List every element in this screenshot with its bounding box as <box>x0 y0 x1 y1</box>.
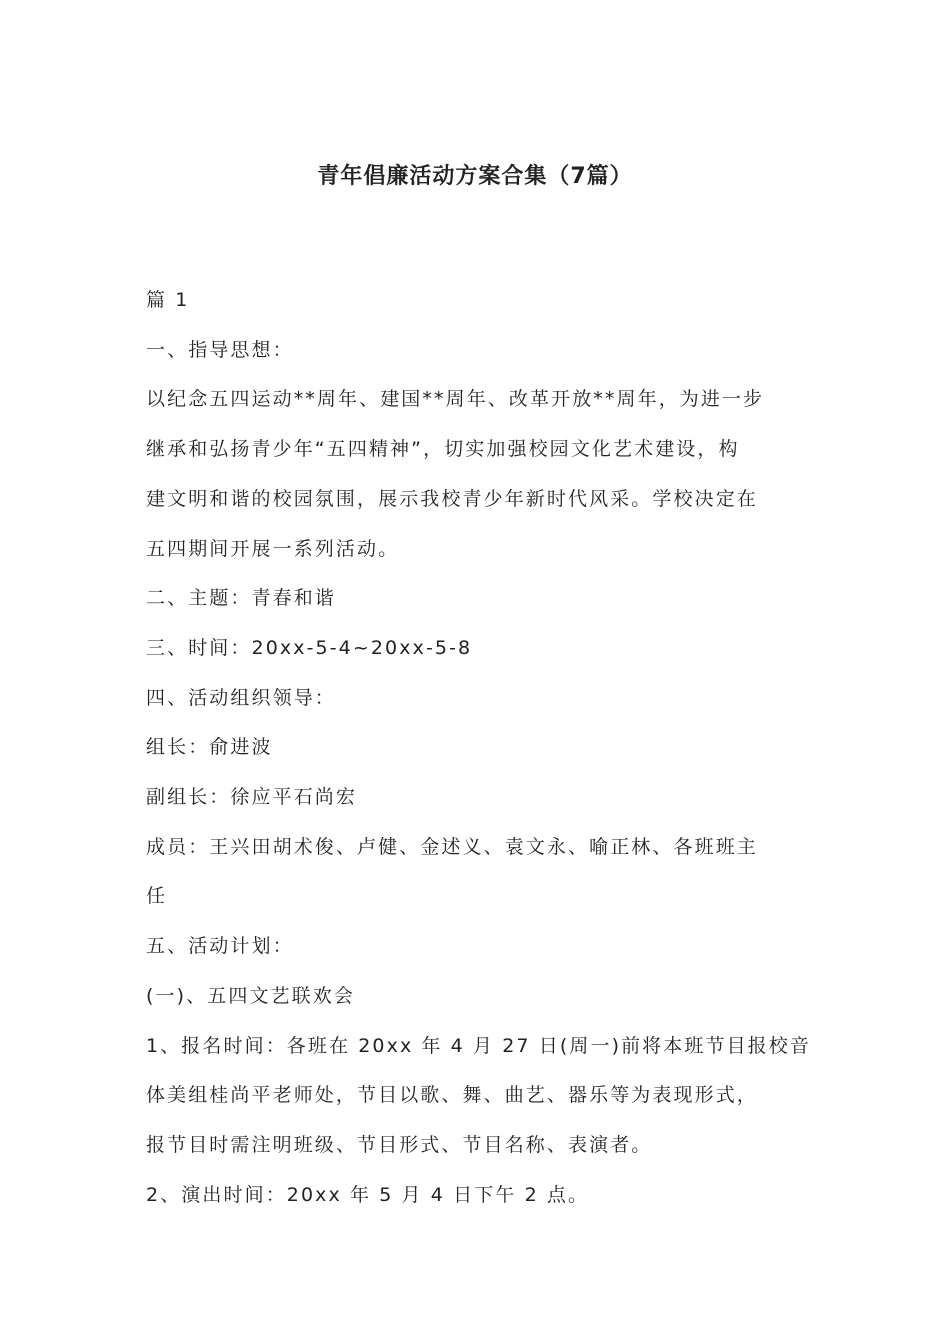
heading-theme: 二、主题：青春和谐 <box>146 587 336 610</box>
paragraph-line: 1、报名时间：各班在 20xx 年 4 月 27 日(周一)前将本班节目报校音 <box>146 1034 811 1057</box>
team-members: 成员：王兴田胡术俊、卢健、金述义、袁文永、喻正林、各班班主 <box>146 835 758 858</box>
paragraph-line: 以纪念五四运动**周年、建国**周年、改革开放**周年，为进一步 <box>146 388 765 411</box>
team-members-continued: 任 <box>146 885 168 908</box>
paragraph-line: 体美组桂尚平老师处，节目以歌、舞、曲艺、器乐等为表现形式， <box>146 1084 758 1107</box>
deputy-team-leader: 副组长：徐应平石尚宏 <box>146 786 358 809</box>
heading-guiding-ideology: 一、指导思想： <box>146 338 294 361</box>
subheading-gala: (一)、五四文艺联欢会 <box>146 984 355 1007</box>
heading-organization: 四、活动组织领导： <box>146 686 336 709</box>
section-label: 篇 1 <box>146 289 190 311</box>
document-title: 青年倡廉活动方案合集（7篇） <box>317 164 633 189</box>
heading-activity-plan: 五、活动计划： <box>146 935 294 958</box>
heading-time: 三、时间：20xx-5-4~20xx-5-8 <box>146 636 473 659</box>
paragraph-line: 五四期间开展一系列活动。 <box>146 537 400 560</box>
document-body <box>146 276 811 1220</box>
paragraph-line: 报节目时需注明班级、节目形式、节目名称、表演者。 <box>146 1133 653 1156</box>
paragraph-line: 继承和弘扬青少年“五四精神”，切实加强校园文化艺术建设，构 <box>146 438 740 461</box>
paragraph-line: 2、演出时间：20xx 年 5 月 4 日下午 2 点。 <box>146 1183 590 1206</box>
team-leader: 组长：俞进波 <box>146 736 273 759</box>
paragraph-line: 建文明和谐的校园氛围，展示我校青少年新时代风采。学校决定在 <box>146 487 758 510</box>
